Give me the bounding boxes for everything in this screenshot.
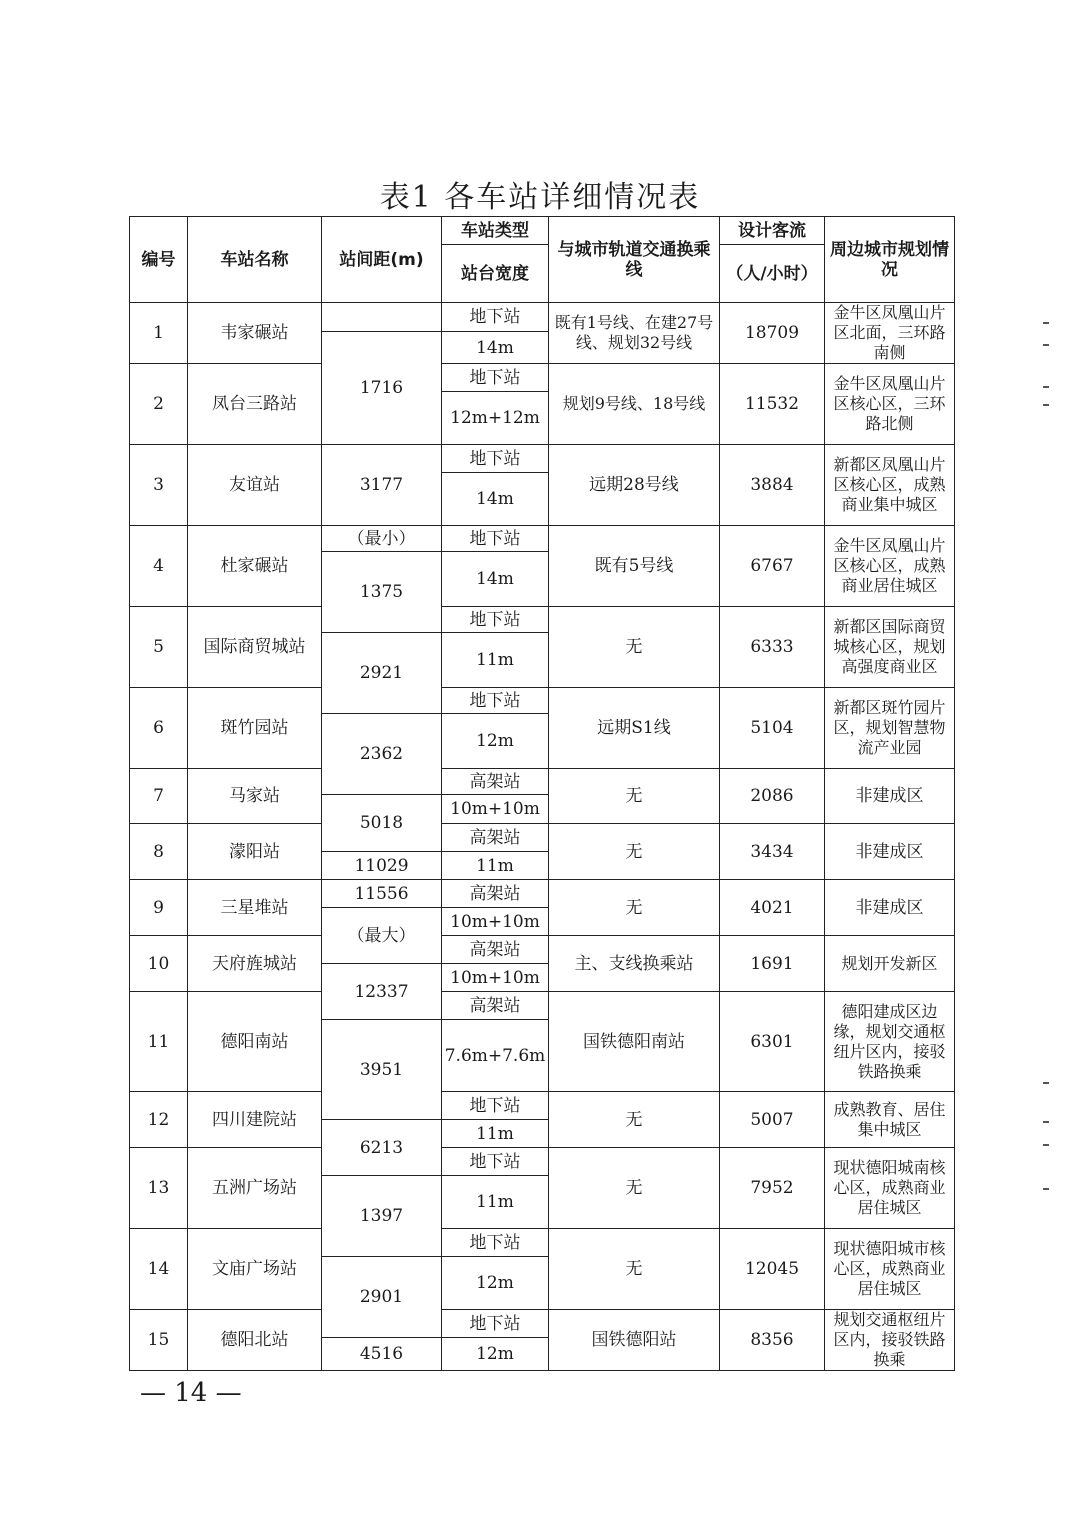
station-transfer: 无 — [549, 824, 720, 880]
station-name: 德阳北站 — [188, 1310, 322, 1371]
station-planning: 金牛区凤凰山片区北面，三环路南侧 — [825, 303, 955, 364]
station-transfer: 远期28号线 — [549, 445, 720, 526]
station-type: 高架站 — [442, 936, 549, 964]
station-platform: 14m — [442, 332, 549, 364]
station-type: 高架站 — [442, 992, 549, 1020]
station-platform: 14m — [442, 552, 549, 607]
header-platform: 站台宽度 — [442, 245, 549, 303]
station-transfer: 无 — [549, 607, 720, 688]
station-no: 3 — [130, 445, 188, 526]
station-name: 四川建院站 — [188, 1092, 322, 1148]
station-type: 地下站 — [442, 1310, 549, 1338]
station-transfer: 主、支线换乘站 — [549, 936, 720, 992]
station-transfer: 无 — [549, 769, 720, 824]
station-planning: 现状德阳城市核心区，成熟商业居住城区 — [825, 1229, 955, 1310]
station-flow: 7952 — [720, 1148, 825, 1229]
distance-value: 2362 — [322, 714, 442, 795]
station-flow: 12045 — [720, 1229, 825, 1310]
station-no: 10 — [130, 936, 188, 992]
station-transfer: 既有5号线 — [549, 526, 720, 607]
distance-value: 11029 — [322, 852, 442, 880]
station-platform: 12m — [442, 714, 549, 769]
station-planning: 规划交通枢纽片区内，接驳铁路换乘 — [825, 1310, 955, 1371]
station-type: 高架站 — [442, 769, 549, 795]
distance-value: 6213 — [322, 1120, 442, 1176]
station-platform: 12m — [442, 1257, 549, 1310]
station-planning: 新都区国际商贸城核心区，规划高强度商业区 — [825, 607, 955, 688]
station-flow: 11532 — [720, 364, 825, 445]
station-platform: 10m+10m — [442, 795, 549, 824]
header-name: 车站名称 — [188, 217, 322, 303]
station-platform: 11m — [442, 1120, 549, 1148]
station-name: 天府旌城站 — [188, 936, 322, 992]
station-flow: 8356 — [720, 1310, 825, 1371]
station-no: 6 — [130, 688, 188, 769]
station-platform: 12m — [442, 1338, 549, 1371]
stations-table — [129, 216, 955, 1371]
station-no: 5 — [130, 607, 188, 688]
station-transfer: 既有1号线、在建27号线、规划32号线 — [549, 303, 720, 364]
station-name: 马家站 — [188, 769, 322, 824]
header-type: 车站类型 — [442, 217, 549, 245]
station-name: 韦家碾站 — [188, 303, 322, 364]
station-type: 地下站 — [442, 1229, 549, 1257]
station-platform: 10m+10m — [442, 964, 549, 992]
distance-value: 2901 — [322, 1257, 442, 1338]
station-transfer: 远期S1线 — [549, 688, 720, 769]
station-platform: 11m — [442, 852, 549, 880]
station-planning: 规划开发新区 — [825, 936, 955, 992]
station-flow: 6301 — [720, 992, 825, 1092]
station-platform: 10m+10m — [442, 908, 549, 936]
station-no: 1 — [130, 303, 188, 364]
station-name: 德阳南站 — [188, 992, 322, 1092]
distance-value: 3951 — [322, 1020, 442, 1120]
station-type: 地下站 — [442, 445, 549, 473]
scan-mark — [1043, 404, 1049, 406]
station-type: 高架站 — [442, 824, 549, 852]
station-name: 杜家碾站 — [188, 526, 322, 607]
station-planning: 成熟教育、居住集中城区 — [825, 1092, 955, 1148]
station-no: 9 — [130, 880, 188, 936]
distance-note-max: 11556 — [322, 880, 442, 908]
station-flow: 2086 — [720, 769, 825, 824]
distance-cell-empty — [322, 303, 442, 332]
station-no: 11 — [130, 992, 188, 1092]
station-flow: 1691 — [720, 936, 825, 992]
station-platform: 12m+12m — [442, 392, 549, 445]
scan-mark — [1043, 1188, 1049, 1190]
station-flow: 3434 — [720, 824, 825, 880]
station-name: 濛阳站 — [188, 824, 322, 880]
page-number: — 14 — — [140, 1378, 242, 1408]
station-name: 三星堆站 — [188, 880, 322, 936]
station-no: 13 — [130, 1148, 188, 1229]
station-planning: 新都区凤凰山片区核心区，成熟商业集中城区 — [825, 445, 955, 526]
station-platform: 14m — [442, 473, 549, 526]
distance-value: 1375 — [322, 552, 442, 633]
station-type: 地下站 — [442, 1148, 549, 1176]
station-flow: 6767 — [720, 526, 825, 607]
station-no: 2 — [130, 364, 188, 445]
station-transfer: 无 — [549, 1229, 720, 1310]
distance-value: 1397 — [322, 1176, 442, 1257]
station-flow: 4021 — [720, 880, 825, 936]
station-no: 14 — [130, 1229, 188, 1310]
scan-mark — [1043, 322, 1049, 324]
header-flow-unit: （人/小时） — [720, 245, 825, 303]
station-type: 地下站 — [442, 607, 549, 633]
station-planning: 金牛区凤凰山片区核心区，成熟商业居住城区 — [825, 526, 955, 607]
station-type: 地下站 — [442, 526, 549, 552]
station-no: 4 — [130, 526, 188, 607]
scan-mark — [1043, 1144, 1049, 1146]
station-transfer: 规划9号线、18号线 — [549, 364, 720, 445]
station-platform: 7.6m+7.6m — [442, 1020, 549, 1092]
station-name: 国际商贸城站 — [188, 607, 322, 688]
station-no: 15 — [130, 1310, 188, 1371]
station-flow: 5104 — [720, 688, 825, 769]
scan-mark — [1043, 1082, 1049, 1084]
station-name: 友谊站 — [188, 445, 322, 526]
station-no: 7 — [130, 769, 188, 824]
header-planning: 周边城市规划情况 — [825, 217, 955, 303]
distance-value: 3177 — [322, 445, 442, 526]
station-type: 地下站 — [442, 1092, 549, 1120]
distance-value: 4516 — [322, 1338, 442, 1371]
station-type: 地下站 — [442, 688, 549, 714]
scan-mark — [1043, 1121, 1049, 1123]
header-no: 编号 — [130, 217, 188, 303]
table-title: 表1 各车站详细情况表 — [379, 180, 701, 215]
station-transfer: 无 — [549, 1092, 720, 1148]
distance-note-min: （最小） — [322, 526, 442, 552]
station-planning: 现状德阳城南核心区，成熟商业居住城区 — [825, 1148, 955, 1229]
distance-value: 1716 — [322, 332, 442, 445]
station-planning: 非建成区 — [825, 824, 955, 880]
station-type: 地下站 — [442, 364, 549, 392]
header-distance: 站间距(m) — [322, 217, 442, 303]
station-platform: 11m — [442, 633, 549, 688]
station-planning: 德阳建成区边缘，规划交通枢纽片区内，接驳铁路换乘 — [825, 992, 955, 1092]
station-type: 地下站 — [442, 303, 549, 332]
distance-value: （最大） — [322, 908, 442, 964]
scan-mark — [1043, 344, 1049, 346]
station-transfer: 国铁德阳南站 — [549, 992, 720, 1092]
scan-mark — [1043, 386, 1049, 388]
station-name: 文庙广场站 — [188, 1229, 322, 1310]
station-name: 五洲广场站 — [188, 1148, 322, 1229]
station-flow: 5007 — [720, 1092, 825, 1148]
distance-value: 2921 — [322, 633, 442, 714]
distance-value: 5018 — [322, 795, 442, 852]
station-planning: 新都区斑竹园片区，规划智慧物流产业园 — [825, 688, 955, 769]
station-name: 凤台三路站 — [188, 364, 322, 445]
station-type: 高架站 — [442, 880, 549, 908]
station-flow: 3884 — [720, 445, 825, 526]
station-no: 8 — [130, 824, 188, 880]
station-flow: 18709 — [720, 303, 825, 364]
station-transfer: 无 — [549, 1148, 720, 1229]
station-flow: 6333 — [720, 607, 825, 688]
station-planning: 非建成区 — [825, 880, 955, 936]
header-transfer: 与城市轨道交通换乘线 — [549, 217, 720, 303]
station-transfer: 无 — [549, 880, 720, 936]
distance-value: 12337 — [322, 964, 442, 1020]
station-planning: 金牛区凤凰山片区核心区，三环路北侧 — [825, 364, 955, 445]
station-name: 斑竹园站 — [188, 688, 322, 769]
station-transfer: 国铁德阳站 — [549, 1310, 720, 1371]
station-no: 12 — [130, 1092, 188, 1148]
station-platform: 11m — [442, 1176, 549, 1229]
station-planning: 非建成区 — [825, 769, 955, 824]
header-flow: 设计客流 — [720, 217, 825, 245]
